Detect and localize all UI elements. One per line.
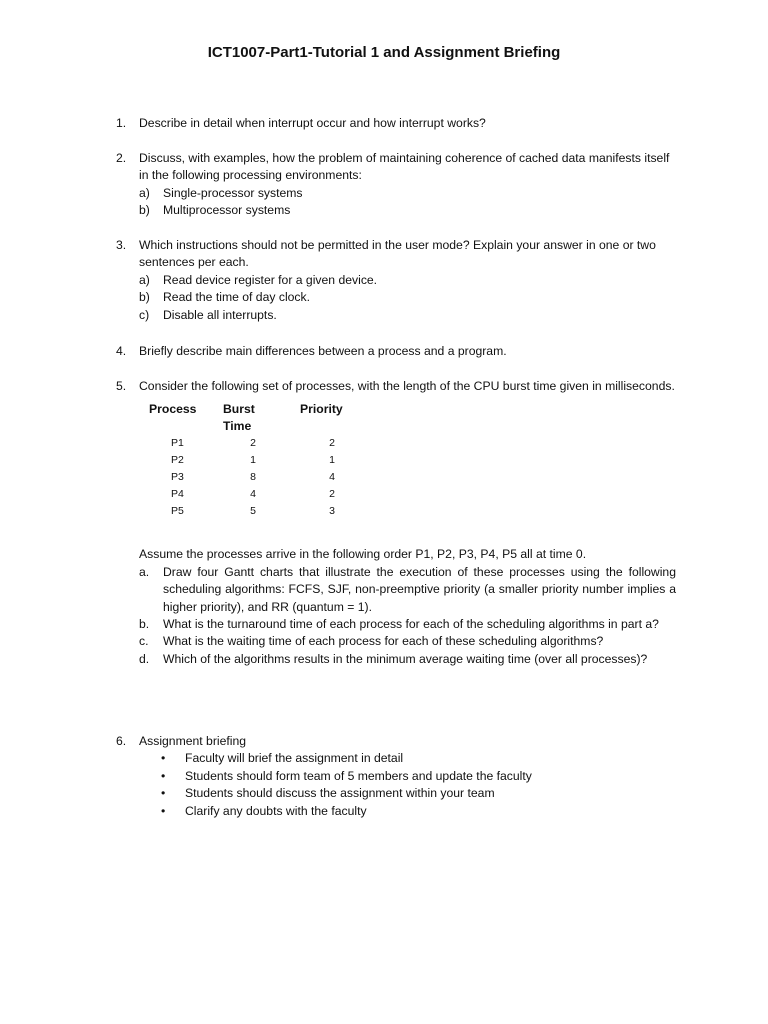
- header-burst-time: Burst Time: [223, 402, 255, 434]
- sub-item-text: What is the waiting time of each process for each of these scheduling algorithms?: [163, 634, 604, 649]
- sub-item-label: b.: [139, 617, 150, 632]
- sub-item-text: What is the turnaround time of each process for each of the scheduling algorithms in part a?: [163, 617, 659, 632]
- question-5: [116, 378, 676, 668]
- sub-item-label: c.: [139, 634, 149, 649]
- bullet-icon: •: [161, 751, 166, 766]
- sub-item-label: d.: [139, 651, 150, 666]
- page-title: ICT1007-Part1-Tutorial 1 and Assignment Briefing: [207, 44, 561, 61]
- sub-item-label: a): [139, 272, 150, 287]
- table-row: [149, 435, 370, 452]
- cell-burst: 5: [250, 505, 256, 518]
- sub-item-text: Read the time of day clock.: [163, 290, 310, 305]
- question-1: [116, 115, 676, 132]
- question-text: Briefly describe main differences between a process and a program.: [139, 344, 507, 358]
- cell-burst: 8: [250, 471, 256, 484]
- sub-item-label: a): [139, 185, 150, 200]
- question-text: Consider the following set of processes, with the length of the CPU burst time given in milliseconds.: [139, 379, 675, 393]
- question-text: Discuss, with examples, how the problem of maintaining coherence of cached data manifests itself in the following processing environments:: [139, 151, 670, 183]
- cell-priority: 2: [329, 437, 335, 450]
- sub-item-text: Multiprocessor systems: [163, 203, 291, 218]
- sub-item-label: a.: [139, 564, 150, 579]
- cell-process: P3: [171, 471, 184, 484]
- cell-priority: 2: [329, 488, 335, 501]
- bullet-icon: •: [161, 768, 166, 783]
- cell-process: P1: [171, 437, 184, 450]
- question-number: 5.: [116, 379, 127, 393]
- table-row: [149, 469, 370, 486]
- question-6: [116, 733, 676, 820]
- sub-item: [139, 307, 676, 324]
- sub-item: [139, 564, 676, 616]
- question-3: [116, 237, 676, 324]
- bullet-list: [161, 750, 676, 820]
- sub-item-text: Read device register for a given device.: [163, 272, 378, 287]
- sub-item-text: Which of the algorithms results in the minimum average waiting time (over all processes)?: [163, 651, 648, 666]
- list-item-text: Clarify any doubts with the faculty: [185, 803, 367, 818]
- question-number: 1.: [116, 116, 127, 130]
- list-item: [161, 803, 676, 820]
- bullet-icon: •: [161, 786, 166, 801]
- sub-item-label: b): [139, 290, 150, 305]
- process-table: [149, 401, 370, 520]
- table-row: [149, 486, 370, 503]
- sub-item-label: b): [139, 203, 150, 218]
- sub-item-text: Draw four Gantt charts that illustrate the execution of these processes using the following scheduling algorithms: FCFS, SJF, non-preemptive priority (a smaller priority number implies a higher priority), and RR (quantum = 1).: [163, 564, 676, 614]
- assumption-text: Assume the processes arrive in the following order P1, P2, P3, P4, P5 all at time 0.: [139, 547, 587, 562]
- sub-item-label: c): [139, 307, 150, 322]
- list-item: [161, 768, 676, 785]
- sub-item: [139, 616, 676, 633]
- cell-process: P2: [171, 454, 184, 467]
- header-priority: Priority: [300, 402, 343, 417]
- list-item: [161, 750, 676, 767]
- cell-process: P5: [171, 505, 184, 518]
- table-header-row: [149, 401, 370, 435]
- question-number: 3.: [116, 238, 127, 252]
- sub-item: [139, 633, 676, 650]
- cell-burst: 2: [250, 437, 256, 450]
- list-item-text: Students should discuss the assignment within your team: [185, 786, 495, 801]
- question-4: [116, 343, 676, 360]
- cell-process: P4: [171, 488, 184, 501]
- cell-priority: 1: [329, 454, 335, 467]
- table-row: [149, 452, 370, 469]
- cell-burst: 1: [250, 454, 256, 467]
- sub-item: [139, 272, 676, 289]
- question-number: 2.: [116, 151, 127, 165]
- sub-item: [139, 651, 676, 668]
- question-text: Which instructions should not be permitted in the user mode? Explain your answer in one or two sentences per each.: [139, 238, 656, 270]
- bullet-icon: •: [161, 803, 166, 818]
- list-item-text: Faculty will brief the assignment in detail: [185, 751, 404, 766]
- sub-item: [139, 185, 676, 202]
- sub-item-text: Single-processor systems: [163, 185, 303, 200]
- list-item-text: Students should form team of 5 members and update the faculty: [185, 768, 532, 783]
- cell-priority: 4: [329, 471, 335, 484]
- list-item: [161, 785, 676, 802]
- sub-item: [139, 202, 676, 219]
- question-text: Describe in detail when interrupt occur and how interrupt works?: [139, 116, 486, 130]
- table-row: [149, 503, 370, 520]
- question-number: 4.: [116, 344, 127, 358]
- sub-item: [139, 289, 676, 306]
- question-2: [116, 150, 676, 220]
- question-text: Assignment briefing: [139, 734, 247, 748]
- cell-burst: 4: [250, 488, 256, 501]
- header-process: Process: [149, 402, 197, 417]
- sub-item-text: Disable all interrupts.: [163, 307, 277, 322]
- cell-priority: 3: [329, 505, 335, 518]
- question-number: 6.: [116, 734, 127, 748]
